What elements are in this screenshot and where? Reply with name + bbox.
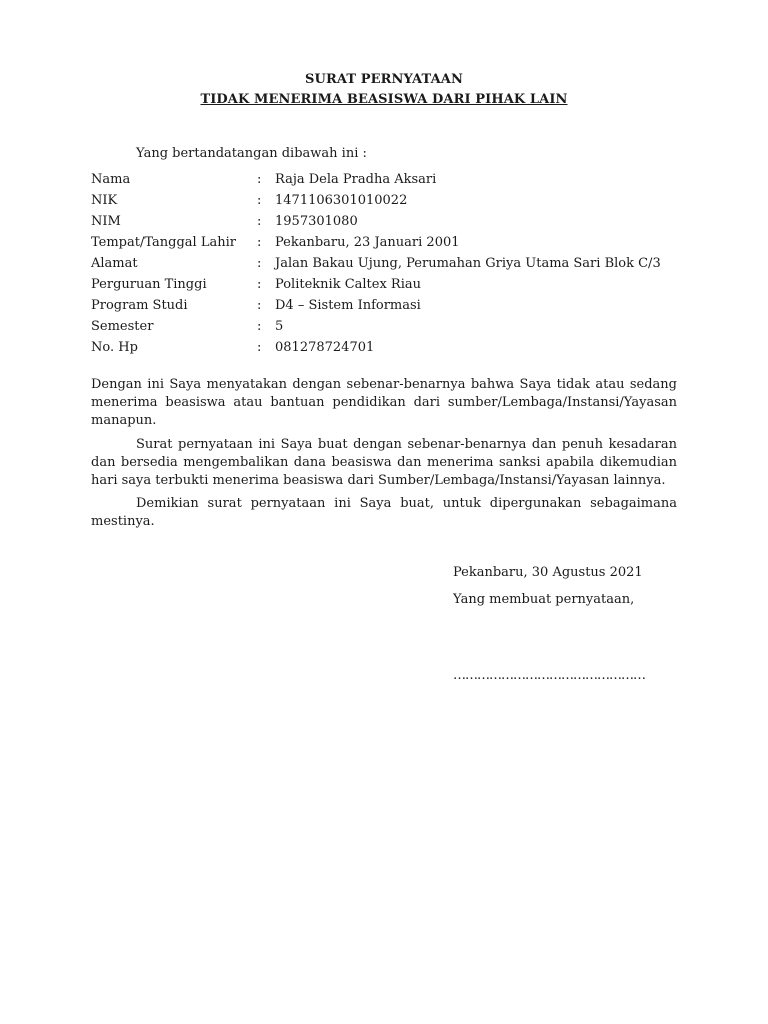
field-value: Raja Dela Pradha Aksari [275, 172, 437, 187]
paragraph-text: Dengan ini Saya menyatakan dengan sebenar-benarnya bahwa Saya tidak atau sedang menerima beasiswa atau bantuan pendidikan dari sumber/Lembaga/Instansi/Yayasan manapun. [91, 377, 677, 428]
field-value: Jalan Bakau Ujung, Perumahan Griya Utama Sari Blok C/3 [275, 256, 661, 271]
field-row-program-studi [91, 297, 691, 318]
field-row-no-hp [91, 339, 691, 360]
field-colon: : [257, 172, 262, 187]
maker-label: Yang membuat pernyataan, [453, 592, 635, 607]
field-label: Alamat [91, 256, 138, 271]
field-label: Perguruan Tinggi [91, 277, 207, 292]
field-colon: : [257, 214, 262, 229]
field-label: No. Hp [91, 340, 138, 355]
field-value: D4 – Sistem Informasi [275, 298, 421, 313]
field-value: 081278724701 [275, 340, 375, 355]
signature-line: ………………………………………… [453, 668, 645, 683]
paragraph-text: Surat pernyataan ini Saya buat dengan sebenar-benarnya dan penuh kesadaran dan bersedia mengembalikan dana beasiswa dan menerima sanksi apabila dikemudian hari saya terbukti menerima beasiswa dari Sumber/Lembaga/Instansi/Yayasan lainnya. [91, 437, 677, 488]
field-colon: : [257, 193, 262, 208]
paragraph-text: Demikian surat pernyataan ini Saya buat, untuk dipergunakan sebagaimana mestinya. [91, 496, 677, 529]
field-row-perguruan-tinggi [91, 276, 691, 297]
field-label: Tempat/Tanggal Lahir [91, 235, 236, 250]
document-title: SURAT PERNYATAAN [305, 72, 463, 87]
field-value: 1957301080 [275, 214, 358, 229]
field-label: NIM [91, 214, 121, 229]
field-value: 5 [275, 319, 284, 334]
intro-text: Yang bertandatangan dibawah ini : [136, 146, 367, 161]
field-colon: : [257, 256, 262, 271]
field-label: Semester [91, 319, 154, 334]
closing-paragraph [91, 495, 677, 531]
commitment-paragraph [91, 436, 677, 490]
field-colon: : [257, 319, 262, 334]
identity-fields [91, 171, 691, 360]
field-row-alamat [91, 255, 691, 276]
field-row-ttl [91, 234, 691, 255]
field-colon: : [257, 277, 262, 292]
field-row-nim [91, 213, 691, 234]
field-value: Pekanbaru, 23 Januari 2001 [275, 235, 460, 250]
field-value: Politeknik Caltex Riau [275, 277, 422, 292]
field-row-nama [91, 171, 691, 192]
statement-paragraph [91, 376, 677, 430]
field-label: Program Studi [91, 298, 188, 313]
field-label: Nama [91, 172, 131, 187]
field-value: 1471106301010022 [275, 193, 408, 208]
field-row-semester [91, 318, 691, 339]
field-colon: : [257, 298, 262, 313]
document-subtitle: TIDAK MENERIMA BEASISWA DARI PIHAK LAIN [200, 92, 568, 107]
field-label: NIK [91, 193, 118, 208]
field-colon: : [257, 235, 262, 250]
place-date: Pekanbaru, 30 Agustus 2021 [453, 565, 643, 580]
field-row-nik [91, 192, 691, 213]
field-colon: : [257, 340, 262, 355]
